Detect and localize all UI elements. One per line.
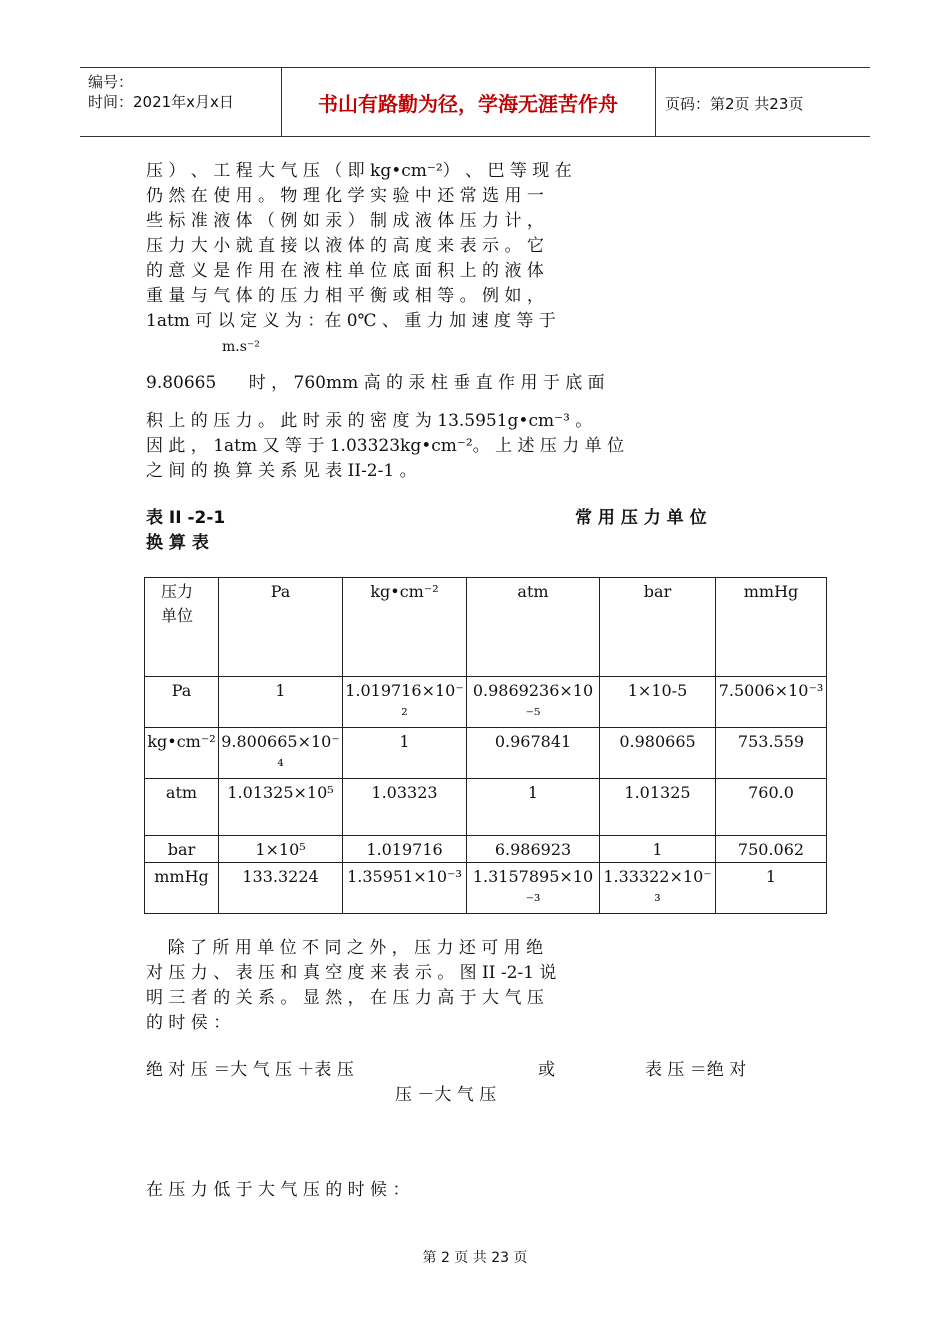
table-cell: 9.800665×10⁻⁴ xyxy=(219,728,343,779)
table-cell: 1 xyxy=(716,863,827,914)
header-number: 编号： xyxy=(88,73,134,91)
table-row xyxy=(145,728,827,779)
header-motto: 书山有路勤为径，学海无涯苦作舟 xyxy=(318,92,618,116)
header-divider xyxy=(281,68,282,136)
table-cell: 1×10-5 xyxy=(600,677,716,728)
table-cell: 0.967841 xyxy=(467,728,600,779)
table-cell: kg•cm⁻² xyxy=(145,728,219,779)
table-cell: 1 xyxy=(343,728,467,779)
page-footer: 第 2 页 共 23 页 xyxy=(422,1250,528,1266)
table-cell: 1 xyxy=(467,779,600,836)
acceleration-unit: m.s⁻² xyxy=(222,339,260,355)
page-header xyxy=(80,67,870,137)
table-header-row xyxy=(145,578,827,677)
table-cell: bar xyxy=(145,836,219,863)
body-line: 压 力 大 小 就 直 接 以 液 体 的 高 度 来 表 示 。 它 xyxy=(146,236,544,256)
body-line: 之 间 的 换 算 关 系 见 表 II-2-1 。 xyxy=(146,461,417,481)
body-line: 压 ） 、 工 程 大 气 压 （ 即 kg•cm⁻²） 、 巴 等 现 在 xyxy=(146,161,572,181)
table-cell: 1.01325 xyxy=(600,779,716,836)
table-cell: 0.9869236×10⁻⁵ xyxy=(467,677,600,728)
body-line: 仍 然 在 使 用 。 物 理 化 学 实 验 中 还 常 选 用 一 xyxy=(146,186,544,206)
body-line: 在 压 力 低 于 大 气 压 的 时 候 ： xyxy=(146,1180,410,1200)
formula-gauge-cont: 压 －大 气 压 xyxy=(395,1085,497,1105)
body-line: 9.80665 时 ， 760mm 高 的 汞 柱 垂 直 作 用 于 底 面 xyxy=(146,373,605,393)
header-meta xyxy=(88,72,234,112)
formula-or: 或 xyxy=(538,1060,555,1080)
table-header-cell: atm xyxy=(467,578,600,677)
body-line: 除 了 所 用 单 位 不 同 之 外 ， 压 力 还 可 用 绝 xyxy=(146,938,544,958)
table-row xyxy=(145,836,827,863)
header-date: 时间：2021年x月x日 xyxy=(88,93,234,111)
table-cell: 750.062 xyxy=(716,836,827,863)
body-line: 的 时 侯 ： xyxy=(146,1013,231,1033)
body-line: 些 标 准 液 体 （ 例 如 汞 ） 制 成 液 体 压 力 计 ， xyxy=(146,211,544,231)
header-page-number: 页码：第2页 共23页 xyxy=(665,95,804,113)
body-line: 1atm 可 以 定 义 为 ：在 0℃ 、 重 力 加 速 度 等 于 xyxy=(146,311,556,331)
table-cell: 0.980665 xyxy=(600,728,716,779)
table-cell: 1.33322×10⁻³ xyxy=(600,863,716,914)
table-header-cell: kg•cm⁻² xyxy=(343,578,467,677)
table-header-cell: mmHg xyxy=(716,578,827,677)
table-header-cell: 压力单位 xyxy=(145,578,219,677)
table-row xyxy=(145,779,827,836)
table-cell: Pa xyxy=(145,677,219,728)
table-title-cont: 换 算 表 xyxy=(146,533,209,553)
table-cell: atm xyxy=(145,779,219,836)
formula-gauge: 表 压 ＝绝 对 xyxy=(645,1060,747,1080)
table-cell: 753.559 xyxy=(716,728,827,779)
table-cell: 760.0 xyxy=(716,779,827,836)
table-cell: 1.019716×10⁻² xyxy=(343,677,467,728)
table-cell: 1.03323 xyxy=(343,779,467,836)
table-row xyxy=(145,677,827,728)
body-line: 对 压 力 、 表 压 和 真 空 度 来 表 示 。 图 II -2-1 说 xyxy=(146,963,557,983)
table-title: 常 用 压 力 单 位 xyxy=(575,508,707,528)
body-line: 因 此 ， 1atm 又 等 于 1.03323kg•cm⁻²。 上 述 压 力 单 位 xyxy=(146,436,625,456)
body-line: 重 量 与 气 体 的 压 力 相 平 衡 或 相 等 。 例 如 ， xyxy=(146,286,544,306)
body-line: 的 意 义 是 作 用 在 液 柱 单 位 底 面 积 上 的 液 体 xyxy=(146,261,544,281)
table-cell: 1 xyxy=(600,836,716,863)
table-row xyxy=(145,863,827,914)
table-cell: 1 xyxy=(219,677,343,728)
body-line: 明 三 者 的 关 系 。 显 然 ， 在 压 力 高 于 大 气 压 xyxy=(146,988,544,1008)
formula-absolute: 绝 对 压 ＝大 气 压 ＋表 压 xyxy=(146,1060,354,1080)
header-divider xyxy=(655,68,656,136)
table-cell: 6.986923 xyxy=(467,836,600,863)
table-cell: 1.35951×10⁻³ xyxy=(343,863,467,914)
table-cell: mmHg xyxy=(145,863,219,914)
body-line: 积 上 的 压 力 。 此 时 汞 的 密 度 为 13.5951g•cm⁻³ 。 xyxy=(146,411,593,431)
table-cell: 1.01325×10⁵ xyxy=(219,779,343,836)
table-cell: 133.3224 xyxy=(219,863,343,914)
table-cell: 7.5006×10⁻³ xyxy=(716,677,827,728)
table-header-cell: Pa xyxy=(219,578,343,677)
table-label: 表 II -2-1 xyxy=(146,508,226,528)
table-header-cell: bar xyxy=(600,578,716,677)
table-cell: 1.019716 xyxy=(343,836,467,863)
table-cell: 1×10⁵ xyxy=(219,836,343,863)
pressure-conversion-table xyxy=(144,577,827,914)
table-cell: 1.3157895×10⁻³ xyxy=(467,863,600,914)
